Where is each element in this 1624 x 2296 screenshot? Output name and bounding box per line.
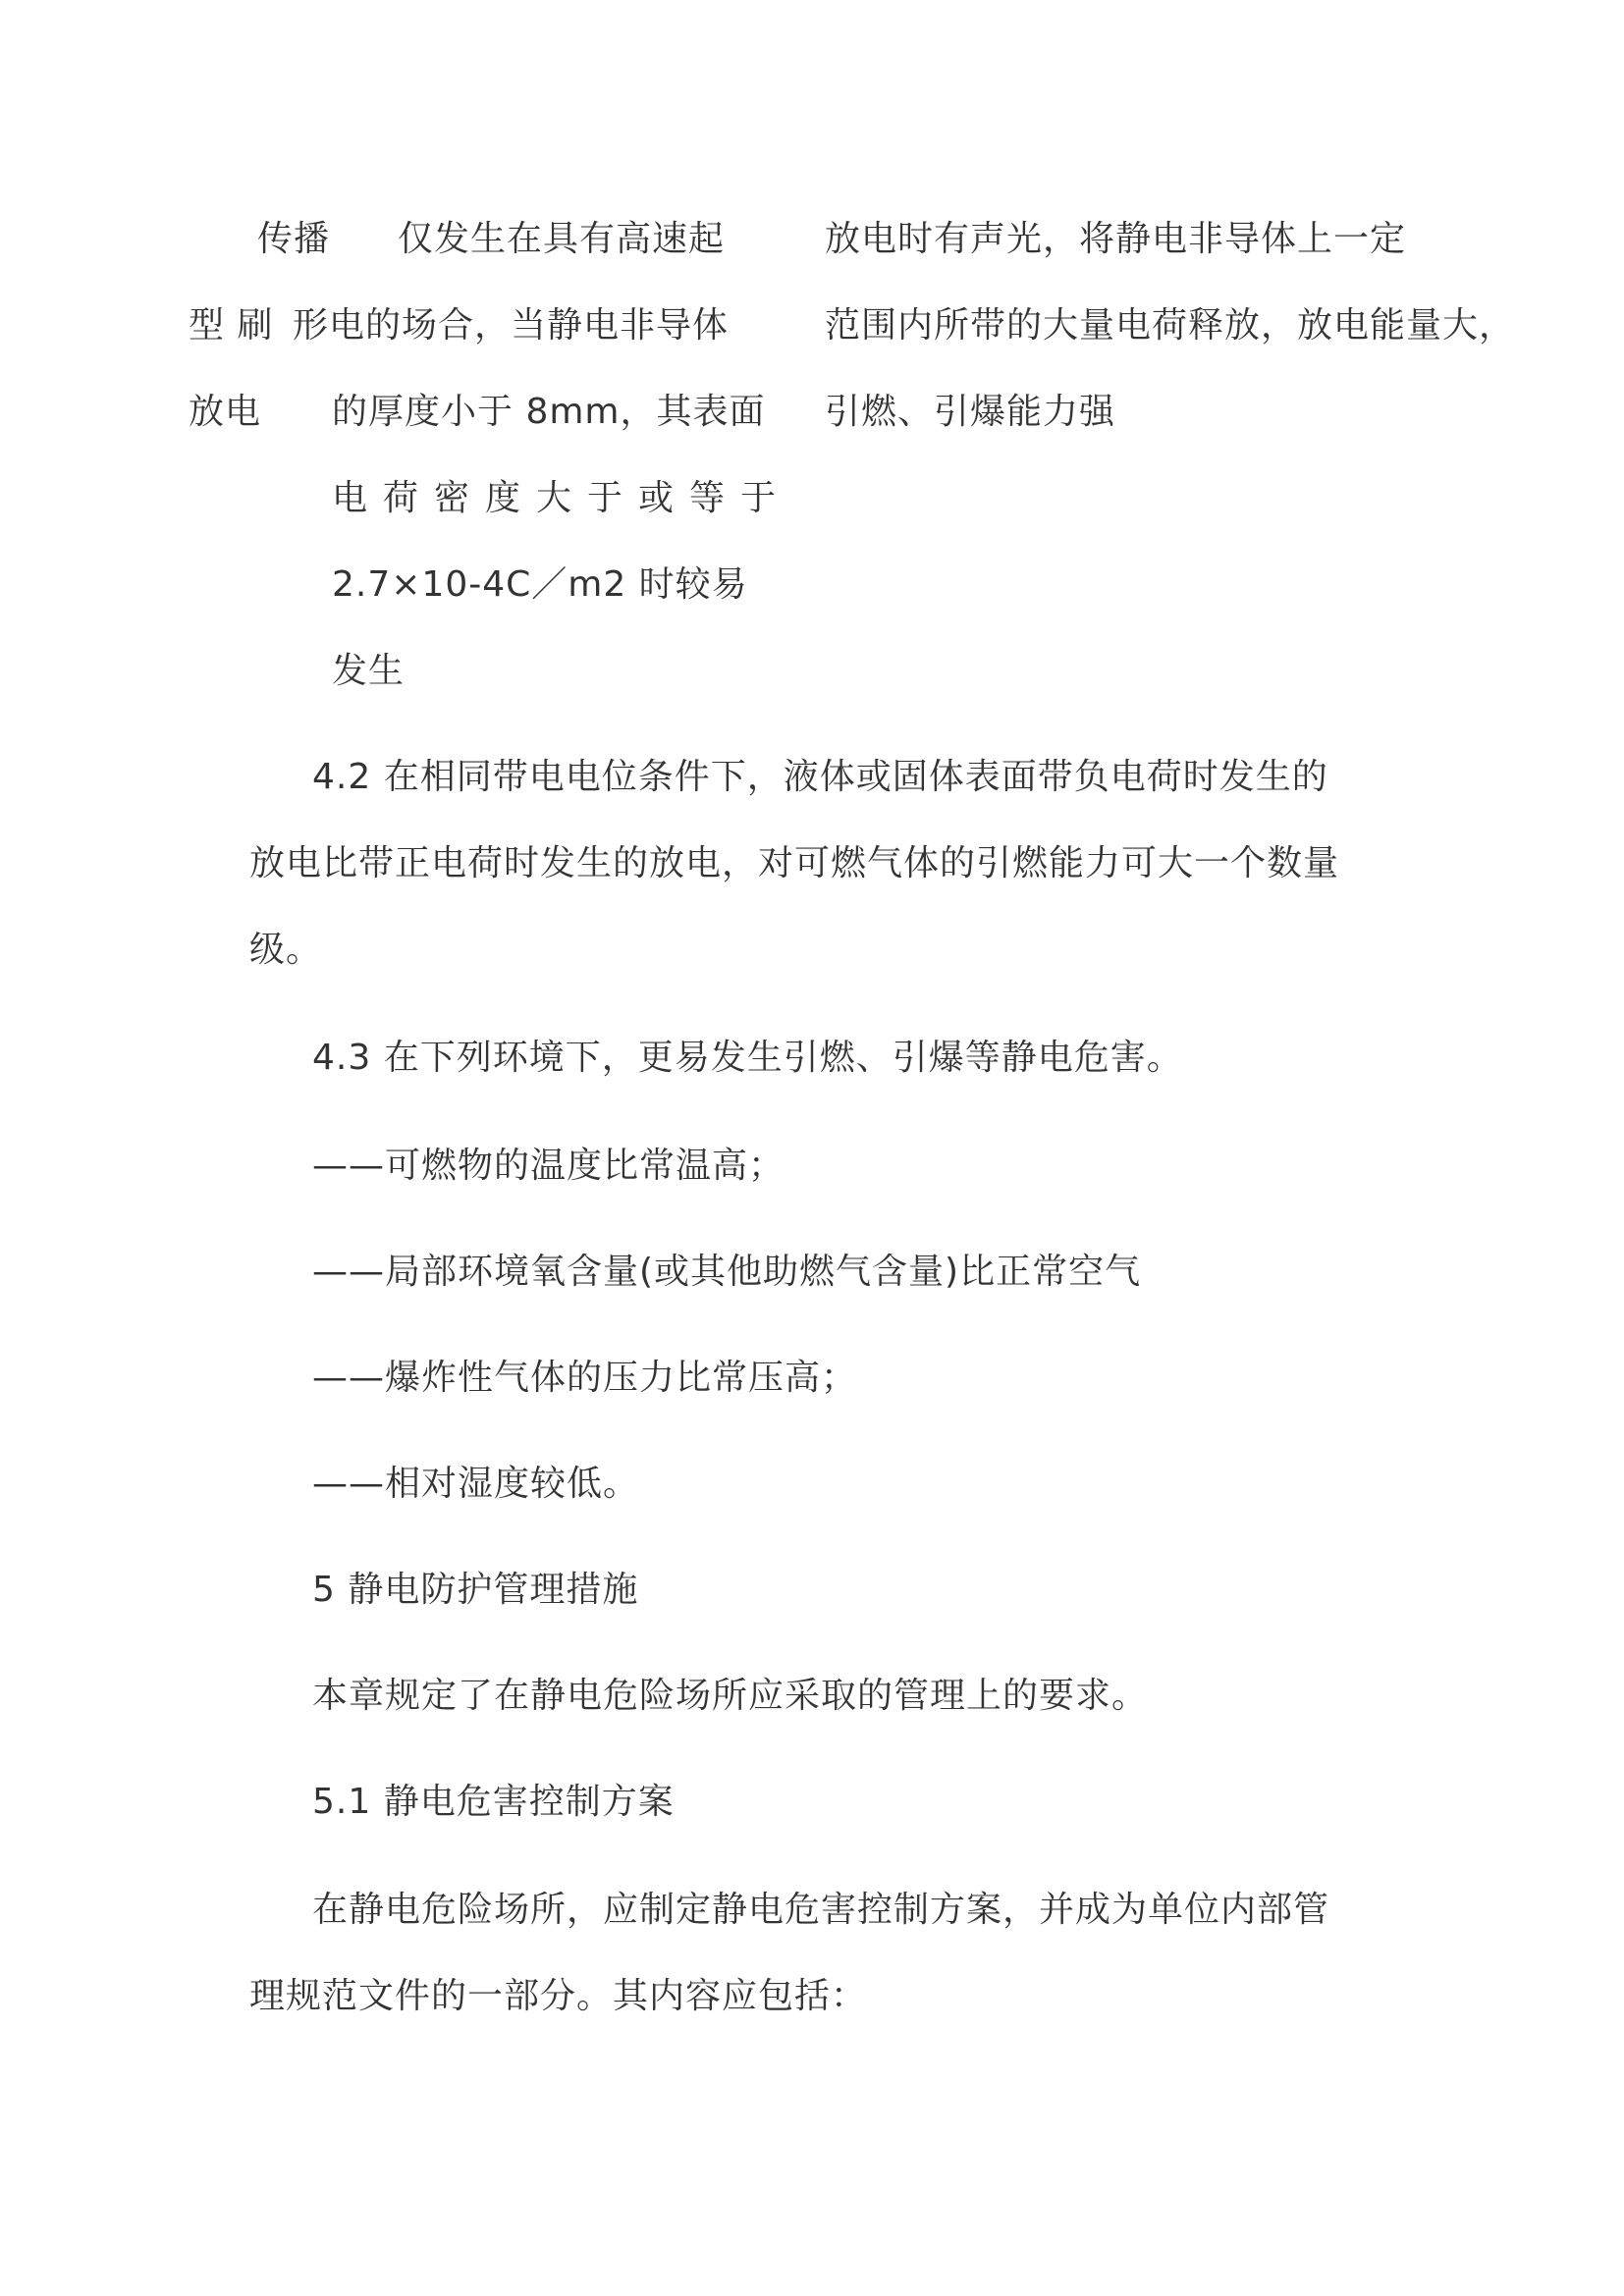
clause-4-2-line2: 放电比带正电荷时发生的放电，对可燃气体的引燃能力可大一个数量 xyxy=(249,843,1340,883)
table-cell-condition-line3: 的厚度小于 8mm，其表面 xyxy=(332,392,766,432)
table-cell-condition-line6: 发生 xyxy=(332,651,406,691)
section-5-1-para-line2: 理规范文件的一部分。其内容应包括： xyxy=(249,1976,868,2016)
table-cell-description-line2: 范围内所带的大量电荷释放，放电能量大， xyxy=(825,305,1516,346)
clause-4-2-line3: 级。 xyxy=(249,930,323,970)
table-cell-type-line3: 放电 xyxy=(189,392,262,432)
section-5-heading: 5 静电防护管理措施 xyxy=(312,1570,639,1610)
table-cell-description-line3: 引燃、引爆能力强 xyxy=(825,392,1116,432)
table-cell-type-line2: 型 刷 xyxy=(189,305,274,346)
table-cell-type-line1: 传播 xyxy=(257,219,331,259)
section-5-1-para-line1: 在静电危险场所，应制定静电危害控制方案，并成为单位内部管 xyxy=(312,1890,1330,1930)
section-5-intro: 本章规定了在静电危险场所应采取的管理上的要求。 xyxy=(312,1676,1149,1716)
table-cell-condition-line4: 电荷密度大于或等于 xyxy=(332,478,792,518)
table-cell-condition-line1: 仅发生在具有高速起 xyxy=(398,219,726,259)
list-item: ——可燃物的温度比常温高； xyxy=(312,1146,785,1186)
table-cell-description-line1: 放电时有声光，将静电非导体上一定 xyxy=(825,219,1407,259)
section-5-1-heading: 5.1 静电危害控制方案 xyxy=(312,1782,675,1822)
list-item: ——爆炸性气体的压力比常压高； xyxy=(312,1358,858,1398)
clause-4-3: 4.3 在下列环境下，更易发生引燃、引爆等静电危害。 xyxy=(312,1038,1183,1078)
list-item: ——局部环境氧含量(或其他助燃气含量)比正常空气 xyxy=(312,1252,1142,1292)
table-cell-condition-line2: 形电的场合，当静电非导体 xyxy=(293,305,730,346)
table-cell-condition-line5: 2.7×10-4C／m2 时较易 xyxy=(332,564,748,605)
list-item: ——相对湿度较低。 xyxy=(312,1464,640,1504)
clause-4-2-line1: 4.2 在相同带电电位条件下，液体或固体表面带负电荷时发生的 xyxy=(312,757,1328,797)
